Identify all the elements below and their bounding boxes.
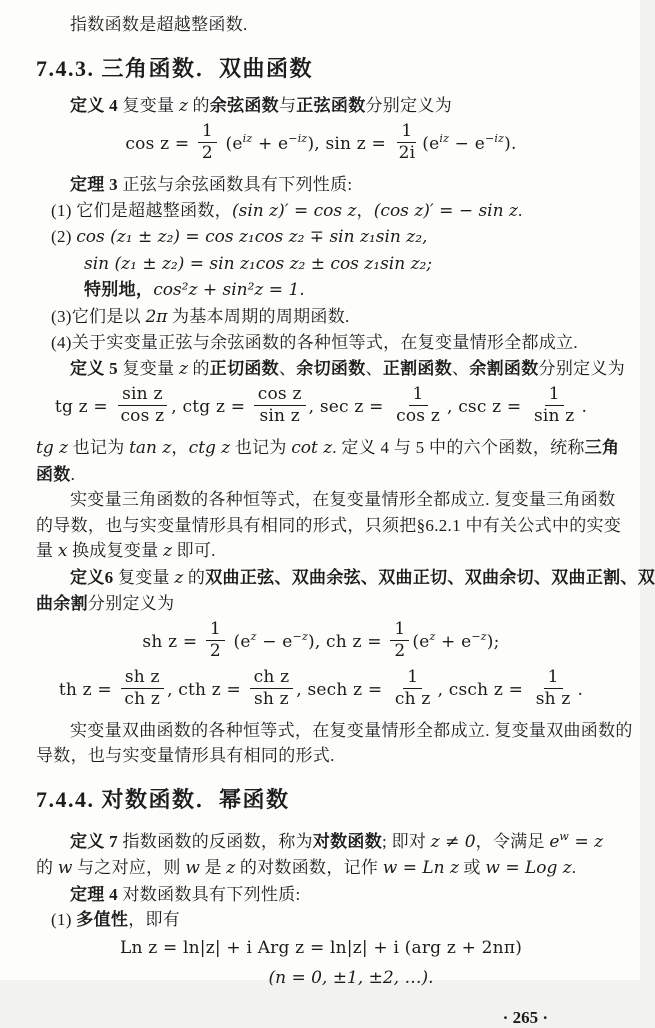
formula-th-cth-sech-csch: th z = $\frac{\text{sh z}}{\text{ch z}}$ , cth z = $\frac{\text{ch z}}{\text{sh z}}$ , sech z = $\frac{1}{\text{ch z}}$ , csch z = $\frac{1}{\text{sh z}}$ . xyxy=(58,666,584,709)
formula-cos-sin-definition: cos z = $\frac{1}{2}$ $(e^{iz} + e^{-iz})$, sin z = $\frac{1}{2i}$ $(e^{iz} - e^{-iz})$. xyxy=(125,121,517,164)
hyperbolic-identities-line2: 导数，也与实变量情形具有相同的形式. xyxy=(36,746,335,766)
intro-paragraph: 指数函数是超越整函数. xyxy=(70,15,248,34)
theorem-3-property-2-cos: (2) cos (z₁ ± z₂) = cos z₁cos z₂ ∓ sin z₁sin z₂, xyxy=(51,227,428,248)
trig-identities-line1: 实变量三角函数的各种恒等式，在复变量情形全都成立. 复变量三角函数 xyxy=(70,490,616,510)
definition-6-line1: 定义6 复变量 z 的双曲正弦、双曲余弦、双曲正切、双曲余切、双曲正割、双 xyxy=(70,567,655,588)
theorem-3-property-2-special: 特别地，cos²z + sin²z = 1. xyxy=(84,280,305,301)
theorem-3-property-1: (1) 它们是超越整函数，(sin z)′ = cos z，(cos z)′ = − sin z. xyxy=(51,200,523,221)
definition-7-line1: 定义 7 指数函数的反函数，称为对数函数; 即对 z ≠ 0，令满足 $e^w = z$ xyxy=(70,829,604,852)
tan-cot-note-line2: 函数. xyxy=(36,464,76,484)
formula-tg-ctg-sec-csc: tg z = $\frac{\text{sin z}}{\text{cos z}}$ , ctg z = $\frac{\text{cos z}}{\text{sin z}}$ , sec z = $\frac{1}{\text{cos z}}$ , csc z = $\frac{1}{\text{sin z}}$ . xyxy=(54,384,588,427)
trig-identities-line3: 量 x 换成复变量 z 即可. xyxy=(36,541,216,562)
tan-cot-note-line1: tg z 也记为 tan z，ctg z 也记为 cot z. 定义 4 与 5 中的六个函数，统称三角 xyxy=(36,438,620,459)
definition-6-line2: 曲余割分别定义为 xyxy=(36,594,175,614)
hyperbolic-identities-line1: 实变量双曲函数的各种恒等式，在复变量情形全都成立. 复变量双曲函数的 xyxy=(70,720,633,740)
theorem-3-property-2-sin: sin (z₁ ± z₂) = sin z₁cos z₂ ± cos z₁sin z₂; xyxy=(84,253,433,274)
formula-ln-multivalued: Ln z = ln|z| + i Arg z = ln|z| + i (arg z + 2nπ) xyxy=(119,937,523,958)
theorem-3-line: 定理 3 正弦与余弦函数具有下列性质: xyxy=(70,175,353,195)
n-range-line: (n = 0, ±1, ±2, …). xyxy=(268,968,434,988)
section-heading-744: 7.4.4. 对数函数．幂函数 xyxy=(36,786,290,812)
definition-7-line2: 的 w 与之对应，则 w 是 z 的对数函数，记作 w = Ln z 或 w = Log z. xyxy=(36,858,577,879)
section-heading-743: 7.4.3. 三角函数．双曲函数 xyxy=(36,55,314,81)
theorem-3-property-4: (4)关于实变量正弦与余弦函数的各种恒等式，在复变量情形全都成立. xyxy=(51,333,578,353)
definition-5-line: 定义 5 复变量 z 的正切函数、余切函数、正割函数、余割函数分别定义为 xyxy=(70,358,626,379)
formula-sh-ch-definition: sh z = $\frac{1}{2}$ $(e^z - e^{-z})$, ch z = $\frac{1}{2}$ $(e^z + e^{-z})$; xyxy=(142,618,500,661)
theorem-4-property-1: (1) 多值性，即有 xyxy=(51,910,181,930)
definition-4-line: 定义 4 复变量 z 的余弦函数与正弦函数分别定义为 xyxy=(70,95,452,116)
theorem-3-property-3: (3)它们是以 2π 为基本周期的周期函数. xyxy=(51,306,350,327)
theorem-4-line: 定理 4 对数函数具有下列性质: xyxy=(70,884,301,904)
trig-identities-line2: 的导数，也与实变量情形具有相同的形式，只须把§6.2.1 中有关公式中的实变 xyxy=(36,515,622,535)
page-number: · 265 · xyxy=(502,1007,548,1027)
